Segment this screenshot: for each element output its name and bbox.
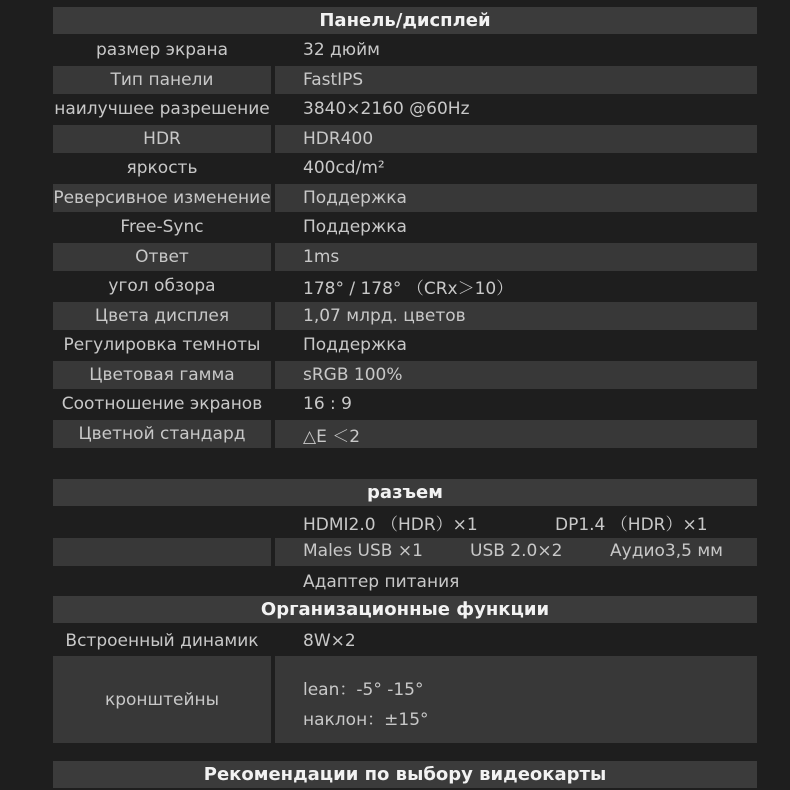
section-header-panel: Панель/дисплей	[53, 7, 757, 34]
spec-value: 178° / 178° （CRx＞10）	[303, 278, 514, 299]
spec-value: 32 дюйм	[303, 40, 380, 60]
spec-label: HDR	[53, 125, 271, 153]
spec-label: Встроенный динамик	[65, 631, 259, 651]
spec-value: FastIPS	[275, 66, 757, 94]
spec-value: Поддержка	[275, 184, 757, 212]
spec-label: яркость	[126, 158, 198, 178]
stand-swivel: наклон：±15°	[303, 710, 429, 730]
spec-label: угол обзора	[108, 276, 216, 296]
spec-label: Цветовая гамма	[53, 361, 271, 389]
spec-value: 1,07 млрд. цветов	[275, 302, 757, 330]
spec-value: HDR400	[275, 125, 757, 153]
spec-label: Цвета дисплея	[53, 302, 271, 330]
section-header-gpu: Рекомендации по выбору видеокарты	[53, 761, 757, 788]
spec-value: 1ms	[275, 243, 757, 271]
spec-label: Соотношение экранов	[61, 394, 263, 414]
spec-value: 8W×2	[303, 631, 356, 651]
connector-usb-male: Males USB ×1	[303, 541, 423, 561]
spec-label: Ответ	[53, 243, 271, 271]
connector-audio: Аудио3,5 мм	[610, 541, 723, 561]
spec-label: Реверсивное изменение	[53, 184, 271, 212]
spec-value: Поддержка	[303, 217, 407, 237]
spec-label: наилучшее разрешение	[54, 99, 270, 119]
connector-row-blank	[53, 538, 271, 566]
section-header-connector: разъем	[53, 479, 757, 506]
spec-label: Тип панели	[53, 66, 271, 94]
connector-dp: DP1.4 （HDR）×1	[555, 515, 708, 535]
spec-value: △E ＜2	[275, 420, 757, 448]
spec-label: размер экрана	[95, 40, 229, 60]
spec-label: Цветной стандард	[53, 420, 271, 448]
connector-power: Адаптер питания	[303, 572, 460, 592]
spec-value: Поддержка	[303, 335, 407, 355]
connector-hdmi: HDMI2.0 （HDR）×1	[303, 515, 478, 535]
section-header-features: Организационные функции	[53, 596, 757, 623]
spec-value: 400cd/m²	[303, 158, 385, 178]
spec-value: sRGB 100%	[275, 361, 757, 389]
spec-value: 16 : 9	[303, 394, 352, 414]
spec-value: 3840×2160 @60Hz	[303, 99, 470, 119]
stand-tilt: lean：-5° -15°	[303, 680, 424, 700]
spec-label: Free-Sync	[120, 217, 204, 237]
spec-label: Регулировка темноты	[63, 335, 261, 355]
stand-label: кронштейны	[53, 656, 271, 743]
connector-usb2: USB 2.0×2	[470, 541, 563, 561]
